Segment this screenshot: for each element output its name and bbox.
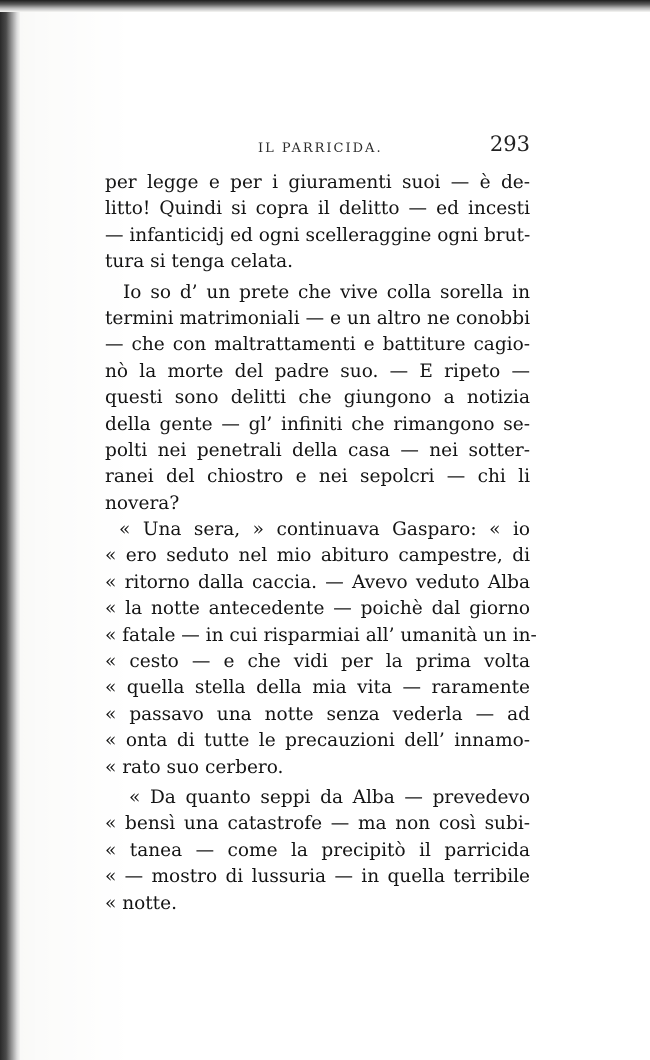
- text-line: « ritorno dalla caccia. — Avevo veduto Alba: [105, 571, 530, 593]
- text-line: nò la morte del padre suo. — E ripeto —: [105, 360, 530, 382]
- text-line: « Da quanto seppi da Alba — prevedevo: [129, 786, 530, 808]
- text-line: questi sono delitti che giungono a notizia: [105, 387, 530, 409]
- text-line: ranei del chiostro e nei sepolcri — chi li: [105, 466, 530, 488]
- text-line: « ero seduto nel mio abituro campestre, di: [105, 545, 530, 567]
- body-text: [105, 170, 537, 917]
- text-line: « onta di tutte le precauzioni dell’ innamo-: [105, 730, 530, 752]
- page-top-shadow: [0, 0, 650, 12]
- text-line: novera?: [105, 492, 180, 514]
- text-line: « passavo una notte senza vederla — ad: [105, 703, 530, 725]
- text-line: tura si tenga celata.: [105, 251, 294, 273]
- text-line: per legge e per i giuramenti suoi — è de-: [105, 172, 530, 193]
- text-line: — infanticidj ed ogni scelleraggine ogni brut-: [105, 224, 531, 246]
- page-binding-shadow: [0, 0, 20, 1060]
- text-line: litto! Quindi si copra il delitto — ed incesti: [105, 198, 530, 220]
- running-head: [105, 132, 530, 160]
- text-line: polti nei penetrali della casa — nei sotter-: [105, 439, 530, 461]
- text-line: « bensì una catastrofe — ma non così subi-: [105, 813, 530, 835]
- text-line: « quella stella della mia vita — raramente: [105, 677, 530, 699]
- running-title: IL PARRICIDA.: [258, 141, 383, 156]
- text-line: « rato suo cerbero.: [105, 756, 284, 778]
- text-line: della gente — gl’ infiniti che rimangono se-: [105, 413, 530, 435]
- text-line: — che con maltrattamenti e battiture cagio-: [105, 334, 530, 356]
- text-line: « — mostro di lussuria — in quella terribile: [105, 866, 530, 888]
- page-number: 293: [489, 132, 530, 156]
- text-line: « la notte antecedente — poichè dal giorno: [105, 598, 530, 620]
- text-line: « notte.: [105, 892, 177, 914]
- text-line: Io so d’ un prete che vive colla sorella in: [123, 281, 530, 303]
- text-line: « cesto — e che vidi per la prima volta: [105, 651, 530, 673]
- text-line: termini matrimoniali — e un altro ne conobbi: [105, 307, 530, 329]
- text-line: « fatale — in cui risparmiai all’ umanità un in-: [105, 624, 537, 646]
- text-line: « Una sera, » continuava Gasparo: « io: [119, 519, 530, 541]
- text-line: « tanea — come la precipitò il parricida: [105, 839, 530, 861]
